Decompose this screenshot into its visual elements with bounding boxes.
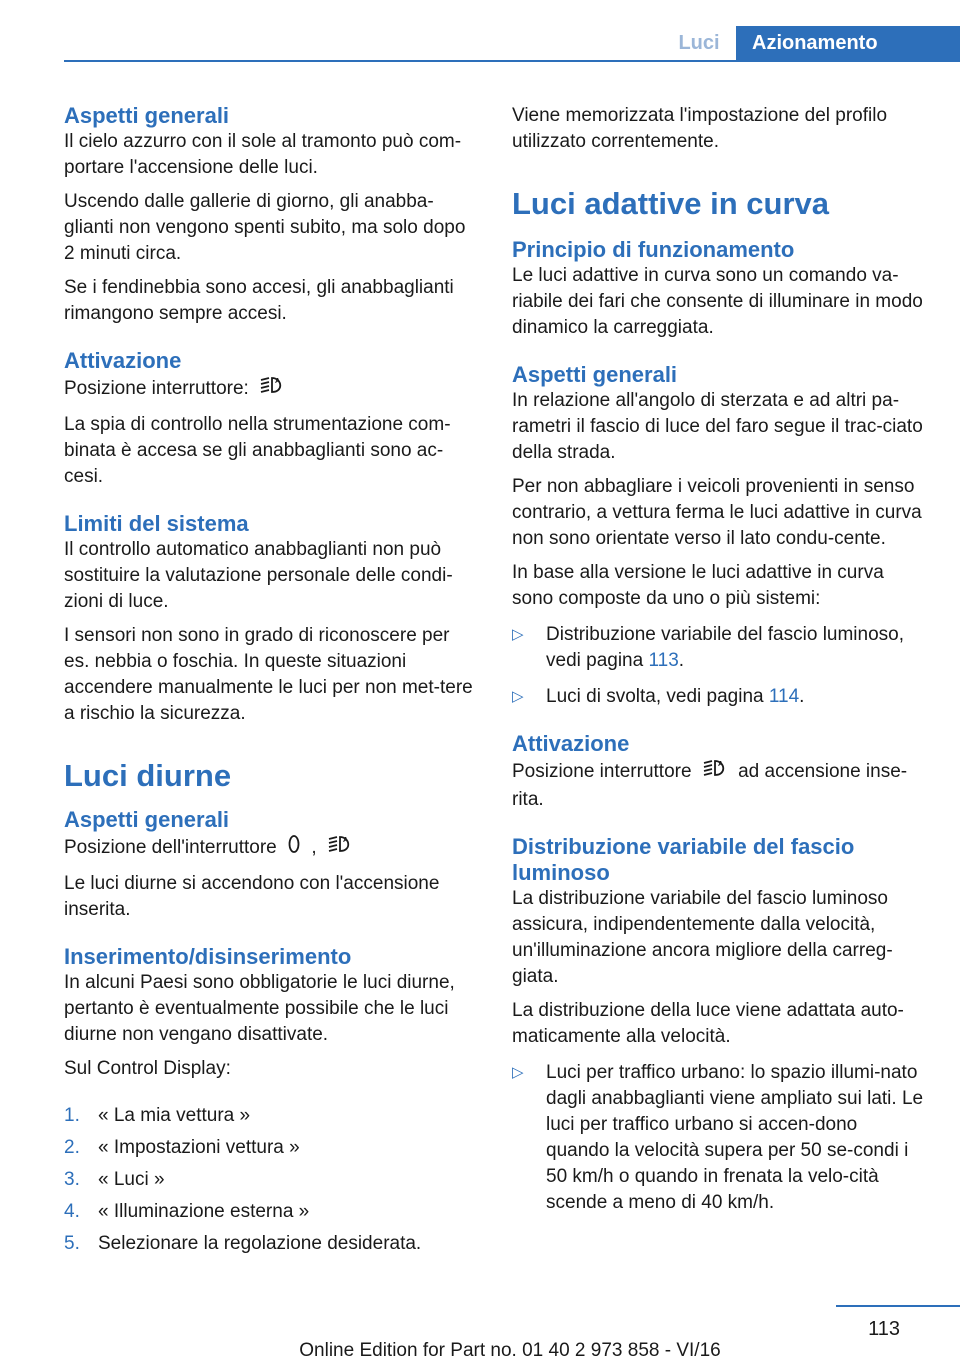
heading-attivazione: Attivazione xyxy=(64,348,182,373)
heading-inserimento: Inserimento/disinserimento xyxy=(64,944,352,969)
paragraph: Le luci diurne si accendono con l'accensione inserita. xyxy=(64,873,440,920)
list-item: ▷ Luci per traffico urbano: lo spazio illumi-nato dagli anabbaglianti viene ampliato sui lati. Le luci per traffico urbano si accen-dono quando la velocità supera per 50 se-condi i 50 km/h o quando in frenata la velo-cità scende a meno di 40 km/h. xyxy=(512,1062,924,1213)
auto-headlight-icon xyxy=(326,833,354,863)
header-section-label: Luci xyxy=(678,32,720,54)
paragraph-switch-positions: Posizione dell'interruttore , A xyxy=(64,833,476,863)
triangle-bullet-icon: ▷ xyxy=(512,626,524,643)
heading-distribuzione: Distribuzione variabile del fascio luminoso xyxy=(512,834,855,885)
chapter-title-luci-diurne: Luci diurne xyxy=(64,758,232,793)
chapter-title-luci-adattive: Luci adattive in curva xyxy=(512,186,829,221)
footer-rule xyxy=(836,1305,960,1307)
paragraph: Le luci adattive in curva sono un comando va-riabile dei fari che consente di illuminare in modo dinamico la carreggiata. xyxy=(512,265,923,338)
svg-text:A: A xyxy=(275,378,281,385)
auto-headlight-icon xyxy=(701,757,729,787)
paragraph: Viene memorizzata l'impostazione del profilo utilizzato correntemente. xyxy=(512,105,888,152)
page-link-114[interactable]: 114 xyxy=(768,686,800,707)
paragraph: In base alla versione le luci adattive in curva sono composte da uno o più sistemi: xyxy=(512,562,884,609)
paragraph: In relazione all'angolo di sterzata e ad altri pa-rametri il fascio di luce del faro segue il trac-ciato della strada. xyxy=(512,390,923,463)
heading-aspetti-generali-3: Aspetti generali xyxy=(512,362,678,387)
list-item: 3. « Luci » xyxy=(64,1169,165,1190)
heading-principio: Principio di funzionamento xyxy=(512,237,795,262)
edition-footer: Online Edition for Part no. 01 40 2 973 858 - VI/16 xyxy=(299,1340,721,1361)
heading-aspetti-generali-2: Aspetti generali xyxy=(64,807,230,832)
paragraph: Se i fendinebbia sono accesi, gli anabbaglianti rimangono sempre accesi. xyxy=(64,277,454,324)
page-link-113[interactable]: 113 xyxy=(648,650,679,671)
paragraph-switch-activation: Posizione interruttore A ad accensione inse-rita. xyxy=(512,757,924,813)
paragraph: Sul Control Display: xyxy=(64,1058,231,1079)
systems-list xyxy=(512,622,924,710)
header-chapter-tab: Azionamento xyxy=(736,26,960,61)
paragraph: Il controllo automatico anabbaglianti non può sostituire la valutazione personale delle condi-zioni di luce. xyxy=(64,539,453,612)
paragraph: La distribuzione della luce viene adattata auto-maticamente alla velocità. xyxy=(512,1000,904,1047)
paragraph: In alcuni Paesi sono obbligatorie le luci diurne, pertanto è eventualmente possibile che le luci diurne non vengano disattivate. xyxy=(64,972,455,1045)
list-item: ▷ Luci di svolta, vedi pagina 114. xyxy=(512,684,924,710)
svg-text:A: A xyxy=(717,761,723,768)
list-item: 5. Selezionare la regolazione desiderata. xyxy=(64,1233,422,1254)
triangle-bullet-icon: ▷ xyxy=(512,1064,524,1081)
paragraph: Per non abbagliare i veicoli provenienti in senso contrario, a vettura ferma le luci adattive in curva non sono orientate verso il lato condu-cente. xyxy=(512,476,922,549)
heading-limiti-sistema: Limiti del sistema xyxy=(64,511,249,536)
auto-headlight-icon xyxy=(258,374,286,404)
list-item: 4. « Illuminazione esterna » xyxy=(64,1201,310,1222)
heading-aspetti-generali: Aspetti generali xyxy=(64,103,230,128)
svg-text:A: A xyxy=(342,837,348,844)
paragraph: Il cielo azzurro con il sole al tramonto può com-portare l'accensione delle luci. xyxy=(64,131,462,178)
paragraph: I sensori non sono in grado di riconoscere per es. nebbia o foschia. In queste situazioni accendere manualmente le luci per non met-tere a rischio la sicurezza. xyxy=(64,625,473,724)
triangle-bullet-icon: ▷ xyxy=(512,688,524,705)
distribution-list xyxy=(512,1060,924,1216)
page-number: 113 xyxy=(868,1318,900,1340)
paragraph: La spia di controllo nella strumentazione com-binata è accesa se gli anabbaglianti sono ac-cesi. xyxy=(64,414,451,487)
right-column xyxy=(512,103,924,1216)
switch-off-icon xyxy=(286,833,302,863)
header-rule xyxy=(64,60,960,62)
paragraph: La distribuzione variabile del fascio luminoso assicura, indipendentemente dalla velocità, un'illuminazione ancora migliore della carreg-giata. xyxy=(512,888,893,987)
paragraph: Uscendo dalle gallerie di giorno, gli anabba-glianti non vengono spenti subito, ma solo dopo 2 minuti circa. xyxy=(64,191,466,264)
left-column xyxy=(64,103,476,1263)
paragraph-switch-position: Posizione interruttore: A xyxy=(64,374,476,404)
list-item: ▷ Distribuzione variabile del fascio luminoso, vedi pagina 113. xyxy=(512,624,905,671)
list-item: 1. « La mia vettura » xyxy=(64,1105,251,1126)
steps-list xyxy=(64,1103,476,1257)
list-item: 2. « Impostazioni vettura » xyxy=(64,1137,300,1158)
heading-attivazione-2: Attivazione xyxy=(512,731,630,756)
